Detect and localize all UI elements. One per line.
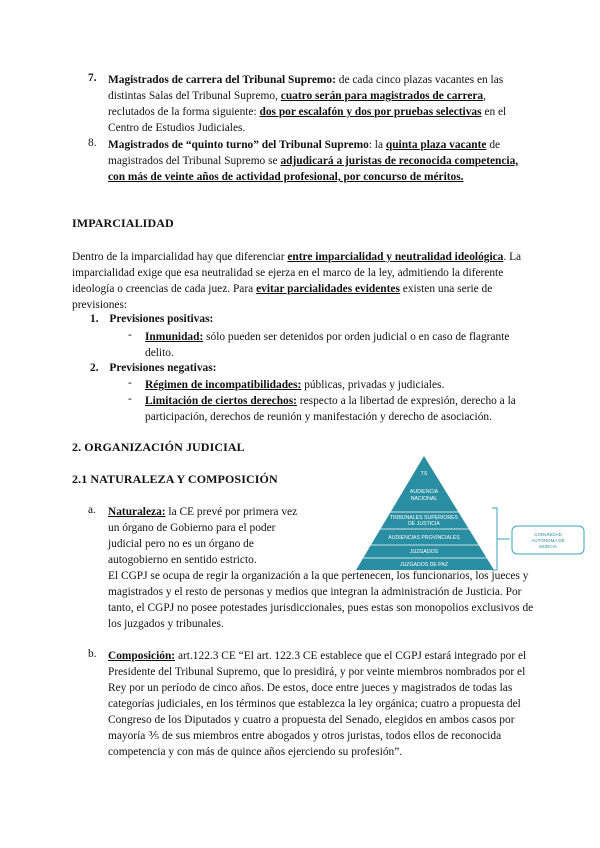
organizacion-heading: 2. ORGANIZACIÓN JUDICIAL — [72, 440, 245, 454]
item-a-letter: a. — [88, 504, 96, 516]
negative-item-1: - Régimen de incompatibilidades: públicas, privadas y judiciales. — [128, 377, 445, 391]
pyramid-level-tsj-2: DE JUSTICIA — [408, 521, 440, 527]
item-7: 7. Magistrados de carrera del Tribunal Supremo: de cada cinco plazas vacantes en las distintas Salas del Tribunal Supremo, cuatro serán para magistrados de carrera, reclutados de la forma siguiente: dos por escalafón y dos por pruebas selectivas en el Centro de Estudios Judiciales. — [88, 72, 507, 134]
pyramid-level-nacional: NACIONAL — [410, 496, 438, 502]
dash: - — [128, 393, 132, 405]
item-a-naturaleza: a. Naturaleza: la CE prevé por primera vez un órgano de Gobierno para el poder judicial pero no es un órgano de autogobierno en sentido estricto. El CGPJ se ocupa de regir la organización a la que pertenecen, los funcionarios, los jueces y magistrados y el resto de personas y medios que integran la administración de Justicia. Por tanto, el CGPJ no posee potestades jurisdiccionales, pues estas son monopolios exclusivos de los juzgados y tribunales. — [88, 504, 534, 630]
svg-text:MURCIA: MURCIA — [539, 544, 557, 549]
item-b-letter: b. — [88, 648, 97, 660]
item-8-number: 8. — [88, 137, 97, 149]
svg-text:AUTÓNOMA DE: AUTÓNOMA DE — [531, 538, 565, 543]
imparcialidad-paragraph: Dentro de la imparcialidad hay que diferenciar entre imparcialidad y neutralidad ideológica. La imparcialidad exige que esa neutralidad se ejerza en el marco de la ley, admitiendo la diferente ideología o creencias de cada juez. Para evitar parcialidades evidentes existen una serie de previsiones: — [72, 251, 522, 311]
pyramid-level-paz: JUZGADOS DE PAZ — [399, 562, 449, 568]
naturaleza-cgpj-text: El CGPJ se ocupa de regir la organización a la que pertenecen, los funcionarios, los jueces y magistrados y el resto de personas y medios que integran la administración de Justicia. Por tanto, el CGPJ no posee potestades jurisdiccionales, pues estas son monopolios exclusivos de los juzgados y tribunales. — [108, 570, 534, 630]
item-8: 8. Magistrados de “quinto turno” del Tribunal Supremo: la quinta plaza vacante de magistrados del Tribunal Supremo se adjudicará a juristas de reconocida competencia, con más de veinte años de actividad profesional, por concurso de méritos. — [88, 137, 519, 183]
item-8-title: Magistrados de “quinto turno” del Tribunal Supremo — [108, 139, 369, 151]
pyramid-level-audiencia: AUDIENCIA — [409, 489, 439, 495]
dash: - — [128, 329, 132, 341]
negative-provisions-title: 2. Previsiones negativas: — [90, 362, 217, 374]
judicial-pyramid-diagram — [300, 452, 592, 582]
pyramid-level-juzgados: JUZGADOS — [409, 549, 439, 555]
pyramid-bracket — [492, 508, 510, 570]
dash: - — [128, 377, 132, 389]
item-7-number: 7. — [88, 72, 97, 84]
pyramid-level-ts: TS — [420, 471, 428, 477]
pyramid-level-provinciales: AUDIENCIAS PROVINCIALES — [388, 535, 460, 541]
naturaleza-composicion-heading: 2.1 NATURALEZA Y COMPOSICIÓN — [72, 472, 278, 486]
item-7-title: Magistrados de carrera del Tribunal Supremo: — [108, 74, 336, 86]
item-b-composicion: b. Composición: art.122.3 CE “El art. 122.3 CE establece que el CGPJ estará integrado por el Presidente del Tribunal Supremo, que lo presidirá, y por veinte miembros nombrados por el Rey por un período de cinco años. De estos, doce entre jueces y magistrados de todas las categorías judiciales, en los términos que establezca la ley orgánica; cuatro a propuesta del Congreso de los Diputados y cuatro a propuesta del Senado, elegidos en ambos casos por mayoría ⅗ de sus miembros entre abogados y otros juristas, todos ellos de reconocida competencia y con más de quince años ejerciendo su profesión”. — [88, 648, 527, 758]
imparcialidad-heading: IMPARCIALIDAD — [72, 216, 174, 230]
negative-item-2: - Limitación de ciertos derechos: respecto a la libertad de expresión, derecho a la participación, derechos de reunión y manifestación y derecho de asociación. — [128, 393, 516, 423]
svg-text:COMUNIDAD: COMUNIDAD — [534, 532, 562, 537]
positive-item: - Inmunidad: sólo pueden ser detenidos por orden judicial o en caso de flagrante delito. — [128, 329, 510, 359]
pyramid-level-tsj-1: TRIBUNALES SUPERIORES — [389, 515, 459, 521]
positive-provisions-title: 1. Previsiones positivas: — [90, 313, 214, 325]
